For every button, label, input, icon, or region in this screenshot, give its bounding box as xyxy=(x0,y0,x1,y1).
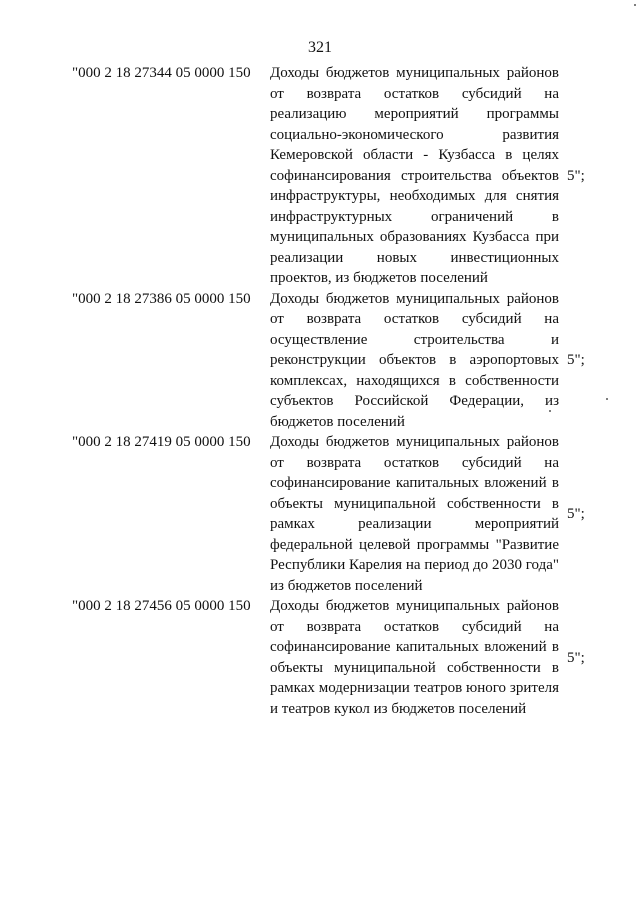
row-suffix: 5"; xyxy=(567,352,585,368)
table-row xyxy=(72,596,597,719)
row-suffix: 5"; xyxy=(567,505,585,522)
row-suffix: 5"; xyxy=(567,167,585,184)
budget-code-table xyxy=(72,63,597,719)
code-description: Доходы бюджетов муниципальных районов от возврата остатков субсидий на софинансирование капитальных вложений в объекты муниципальной собственности в рамках модернизации театров юного зрителя и театров кукол из бюджетов поселений xyxy=(270,598,559,717)
budget-code: "000 2 18 27419 05 0000 150 xyxy=(72,434,251,450)
code-description: Доходы бюджетов муниципальных районов от возврата остатков субсидий на реализацию мероприятий программы социально-экономического развития Кемеровской области - Кузбасса в целях софинансирования строительства объектов инфраструктуры, необходимых для снятия инфраструктурных ограничений в муниципальных образованиях Кузбасса при реализации новых инвестиционных проектов, из бюджетов поселений xyxy=(270,65,559,286)
budget-code: "000 2 18 27344 05 0000 150 xyxy=(72,65,251,81)
table-row xyxy=(72,289,597,433)
page-number: 321 xyxy=(308,39,332,56)
scan-speck xyxy=(549,410,551,412)
scan-speck xyxy=(634,4,636,6)
budget-code: "000 2 18 27456 05 0000 150 xyxy=(72,598,251,614)
code-description: Доходы бюджетов муниципальных районов от возврата остатков субсидий на софинансирование капитальных вложений в объекты муниципальной собственности в рамках реализации мероприятий федеральной целевой программы "Развитие Республики Карелия на период до 2030 года" из бюджетов поселений xyxy=(270,434,559,594)
scan-speck xyxy=(606,398,608,400)
budget-code: "000 2 18 27386 05 0000 150 xyxy=(72,290,251,307)
table-row xyxy=(72,63,597,289)
table-row xyxy=(72,432,597,596)
code-description: Доходы бюджетов муниципальных районов от возврата остатков субсидий на осуществление строительства и реконструкции объектов в аэропортовых комплексах, находящихся в собственности субъектов Российской Федерации, из бюджетов поселений xyxy=(270,290,559,430)
row-suffix: 5"; xyxy=(567,649,585,666)
